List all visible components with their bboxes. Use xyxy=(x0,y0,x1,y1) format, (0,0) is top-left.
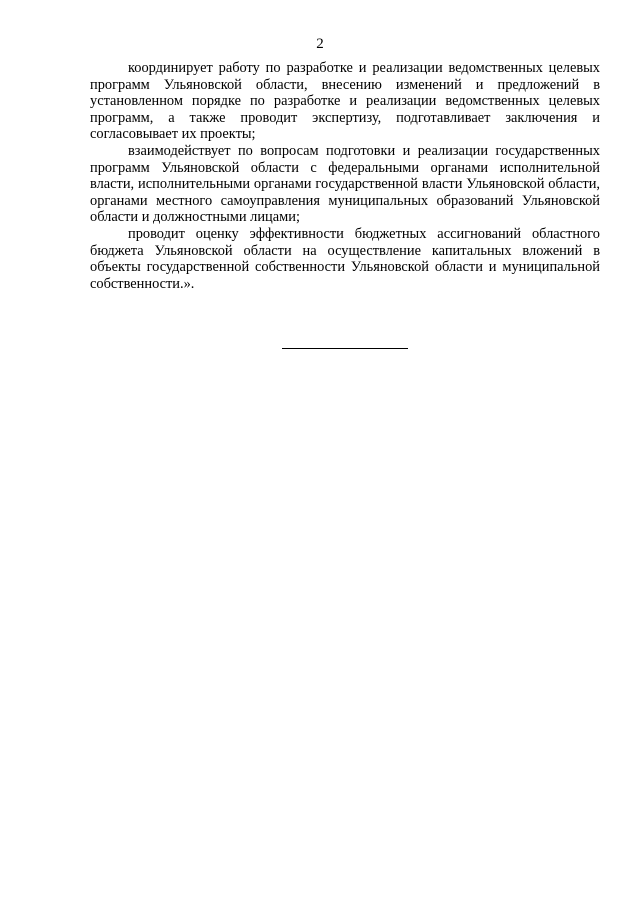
paragraph-assessment: проводит оценку эффективности бюджетных ассигнований областного бюджета Ульяновской области на осуществление капитальных вложений в объекты государственной собственности Ульяновской области и муниципальной собственности.». xyxy=(90,225,600,292)
page-number: 2 xyxy=(316,36,324,52)
end-divider-line xyxy=(282,348,408,349)
paragraph-coordination: координирует работу по разработке и реализации ведомственных целевых программ Ульяновской области, внесению изменений и предложений в установленном порядке по разработке и реализации ведомственных целевых программ, а также проводит экспертизу, подготавливает заключения и согласовывает их проекты; xyxy=(90,60,600,143)
paragraph-interaction: взаимодействует по вопросам подготовки и реализации государственных программ Ульяновской области с федеральными органами исполнительной власти, исполнительными органами государственной власти Ульяновской области, органами местного самоуправления муниципальных образований Ульяновской области и должностными лицами; xyxy=(90,142,600,226)
document-body xyxy=(90,60,600,292)
